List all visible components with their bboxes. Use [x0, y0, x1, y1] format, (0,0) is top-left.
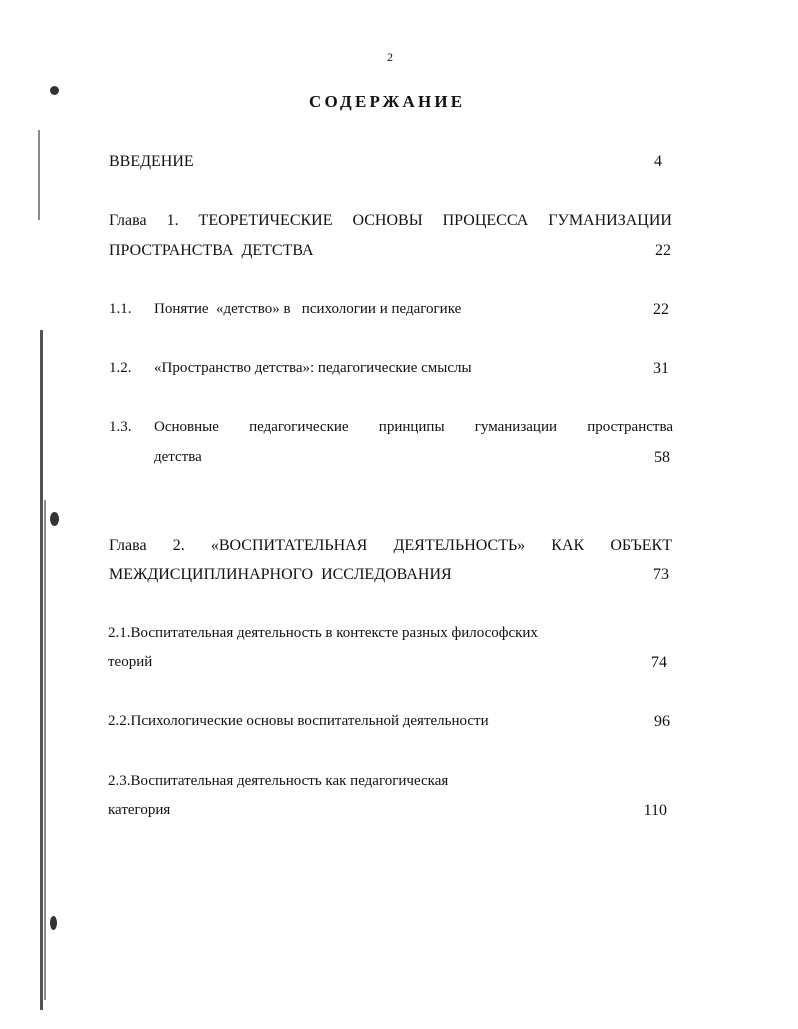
scan-mark: [50, 916, 57, 930]
toc-word: Основные: [154, 419, 219, 435]
toc-chapter1-line1: [109, 212, 672, 230]
toc-chapter1-line2: ПРОСТРАНСТВА ДЕТСТВА: [109, 242, 314, 259]
scan-mark: [50, 512, 59, 526]
toc-section-2-3-line1: 2.3.Воспитательная деятельность как педагогическая: [108, 773, 449, 789]
toc-section-1-3-line2: детства: [154, 449, 202, 465]
toc-section-1-2-page: 31: [653, 360, 669, 377]
toc-section-2-3-line2: категория: [108, 802, 171, 818]
page-title: СОДЕРЖАНИЕ: [309, 92, 466, 111]
toc-word: принципы: [378, 419, 445, 435]
scan-edge-line: [44, 500, 46, 1000]
toc-intro-page: 4: [654, 153, 662, 170]
toc-word: ОСНОВЫ: [352, 212, 423, 229]
toc-word: ТЕОРЕТИЧЕСКИЕ: [198, 212, 333, 229]
toc-section-1-1-label: Понятие «детство» в психологии и педагогике: [154, 301, 462, 317]
scan-edge-line: [40, 330, 43, 1010]
toc-word: 2.: [172, 537, 185, 554]
scan-edge-line: [38, 130, 40, 220]
toc-section-2-3-page: 110: [643, 802, 667, 819]
toc-chapter2-page: 73: [653, 566, 669, 583]
toc-word: гуманизации: [474, 419, 558, 435]
toc-word: Глава: [109, 212, 147, 229]
toc-word: Глава: [109, 537, 147, 554]
toc-section-2-2-label: 2.2.Психологические основы воспитательной деятельности: [108, 713, 489, 729]
toc-section-number: 1.3.: [109, 419, 132, 435]
toc-chapter2-line2: МЕЖДИСЦИПЛИНАРНОГО ИССЛЕДОВАНИЯ: [109, 566, 452, 583]
toc-section-1-3-page: 58: [654, 449, 670, 466]
toc-chapter2-line1: [109, 537, 672, 555]
toc-word: 1.: [166, 212, 179, 229]
toc-section-1-2-label: «Пространство детства»: педагогические смыслы: [154, 360, 472, 376]
toc-word: педагогические: [249, 419, 349, 435]
toc-section-number: 1.1.: [109, 301, 132, 317]
toc-intro-label: ВВЕДЕНИЕ: [109, 153, 194, 170]
toc-section-number: 1.2.: [109, 360, 132, 376]
toc-section-2-1-page: 74: [651, 654, 667, 671]
toc-word: ПРОЦЕССА: [442, 212, 529, 229]
toc-word: пространства: [587, 419, 673, 435]
toc-word: КАК: [551, 537, 585, 554]
toc-word: ГУМАНИЗАЦИИ: [548, 212, 672, 229]
toc-word: «ВОСПИТАТЕЛЬНАЯ: [210, 537, 368, 554]
toc-word: ОБЪЕКТ: [610, 537, 672, 554]
toc-section-2-1-line1: 2.1.Воспитательная деятельность в контексте разных философских: [108, 625, 538, 641]
toc-word: ДЕЯТЕЛЬНОСТЬ»: [393, 537, 526, 554]
toc-section-2-1-line2: теорий: [108, 654, 153, 670]
toc-section-2-2-page: 96: [654, 713, 670, 730]
toc-section-1-1-page: 22: [653, 301, 669, 318]
scan-mark: [50, 86, 59, 95]
toc-chapter1-page: 22: [655, 242, 671, 259]
page-number: 2: [387, 50, 393, 64]
toc-section-1-3-line1: [154, 419, 673, 436]
